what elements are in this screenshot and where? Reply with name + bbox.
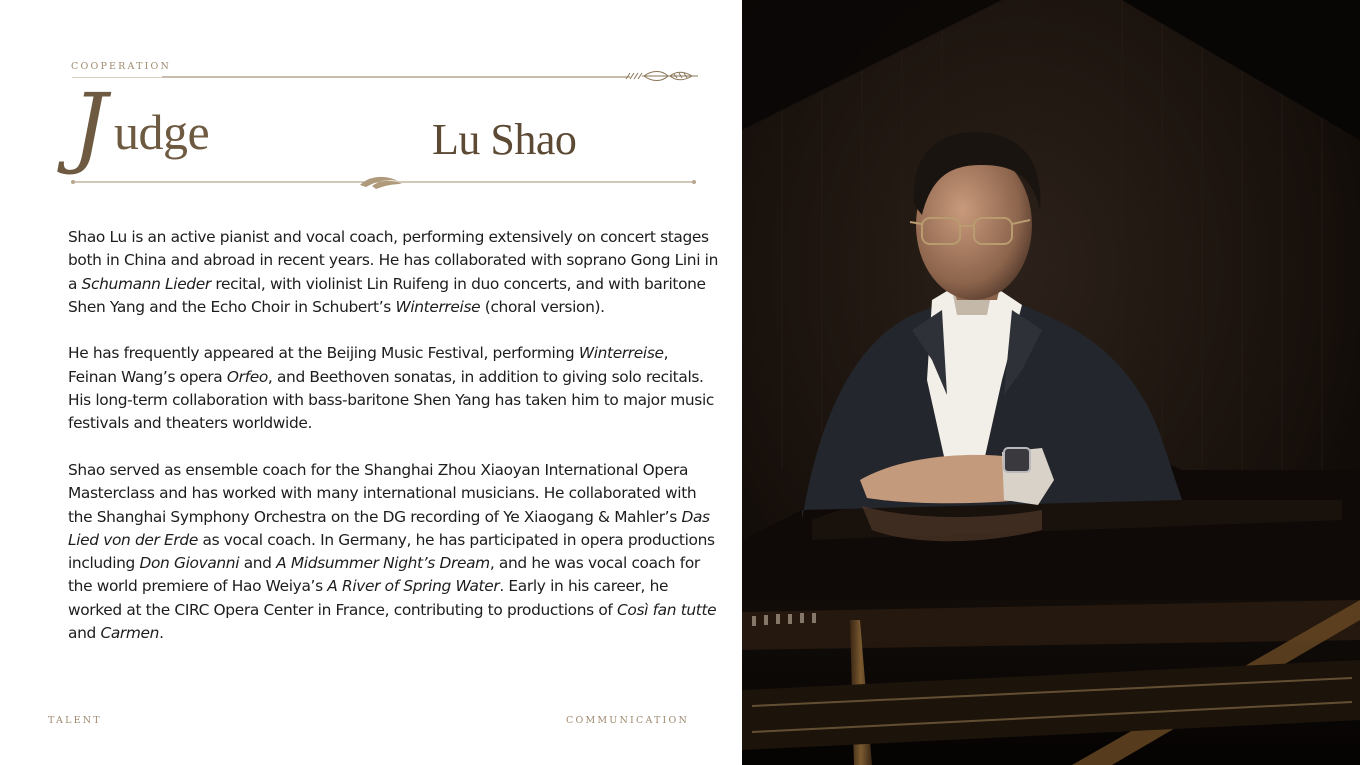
italic-title-text: Orfeo — [226, 367, 268, 386]
italic-title-text: A Midsummer Night’s Dream — [276, 554, 490, 573]
judge-title — [70, 74, 270, 178]
bottom-ornament-rule — [70, 172, 700, 192]
italic-title-text: Schumann Lieder — [81, 274, 211, 293]
italic-title-text: Das Lied von der Erde — [68, 507, 710, 549]
body-text-run: , and Beethoven sonatas, in addition to giving solo recitals. His long-term collaboration with bass-baritone Shen Yang has taken him to major music festivals and theaters worldwide. — [68, 367, 715, 433]
bio-paragraph-1 — [68, 226, 718, 319]
body-text-run: Shao Lu is an active pianist and vocal coach, performing extensively on concert stages both in China and abroad in recent years. He has collaborated with soprano Gong Lini in a — [68, 228, 719, 293]
body-text-run: , Feinan Wang’s opera — [68, 344, 669, 386]
footer-right-label: COMMUNICATION — [566, 715, 689, 726]
bio-text — [68, 226, 718, 669]
body-text-run: He has frequently appeared at the Beijing Music Festival, performing — [68, 344, 579, 363]
body-text-run: recital, with violinist Lin Ruifeng in duo concerts, and with baritone Shen Yang and the Echo Choir in Schubert’s — [68, 274, 706, 316]
italic-title-text: Don Giovanni — [139, 554, 240, 573]
bio-paragraph-3 — [68, 459, 718, 645]
italic-title-text: Winterreise — [395, 297, 481, 316]
body-text-run: , and he was vocal coach for the world premiere of Hao Weiya’s — [68, 554, 700, 596]
body-text-run: as vocal coach. In Germany, he has participated in opera productions including — [68, 530, 715, 573]
eyebrow-label: COOPERATION — [71, 61, 172, 72]
body-text-run: . Early in his career, he worked at the CIRC Opera Center in France, contributing to productions of — [68, 577, 669, 619]
body-text-run: . — [159, 624, 164, 643]
portrait-photo — [742, 0, 1360, 765]
bio-paragraph-2 — [68, 342, 718, 435]
judge-title-initial: J — [72, 74, 108, 177]
body-text-run: and — [239, 554, 277, 573]
judge-title-rest: udge — [114, 104, 210, 160]
judge-name: Lu Shao — [432, 115, 577, 164]
footer-left-label: TALENT — [48, 715, 102, 726]
body-text-run: and — [68, 624, 101, 643]
italic-title-text: Winterreise — [578, 344, 664, 363]
body-text-run: (choral version). — [480, 297, 605, 316]
body-text-run: Shao served as ensemble coach for the Shanghai Zhou Xiaoyan International Opera Masterclass and has worked with many international musicians. He collaborated with the Shanghai Symphony Orchestra on the DG recording of Ye Xiaogang & Mahler’s — [68, 460, 697, 526]
italic-title-text: A River of Spring Water — [327, 577, 500, 596]
italic-title-text: Carmen — [100, 624, 160, 643]
italic-title-text: Così fan tutte — [617, 600, 717, 619]
